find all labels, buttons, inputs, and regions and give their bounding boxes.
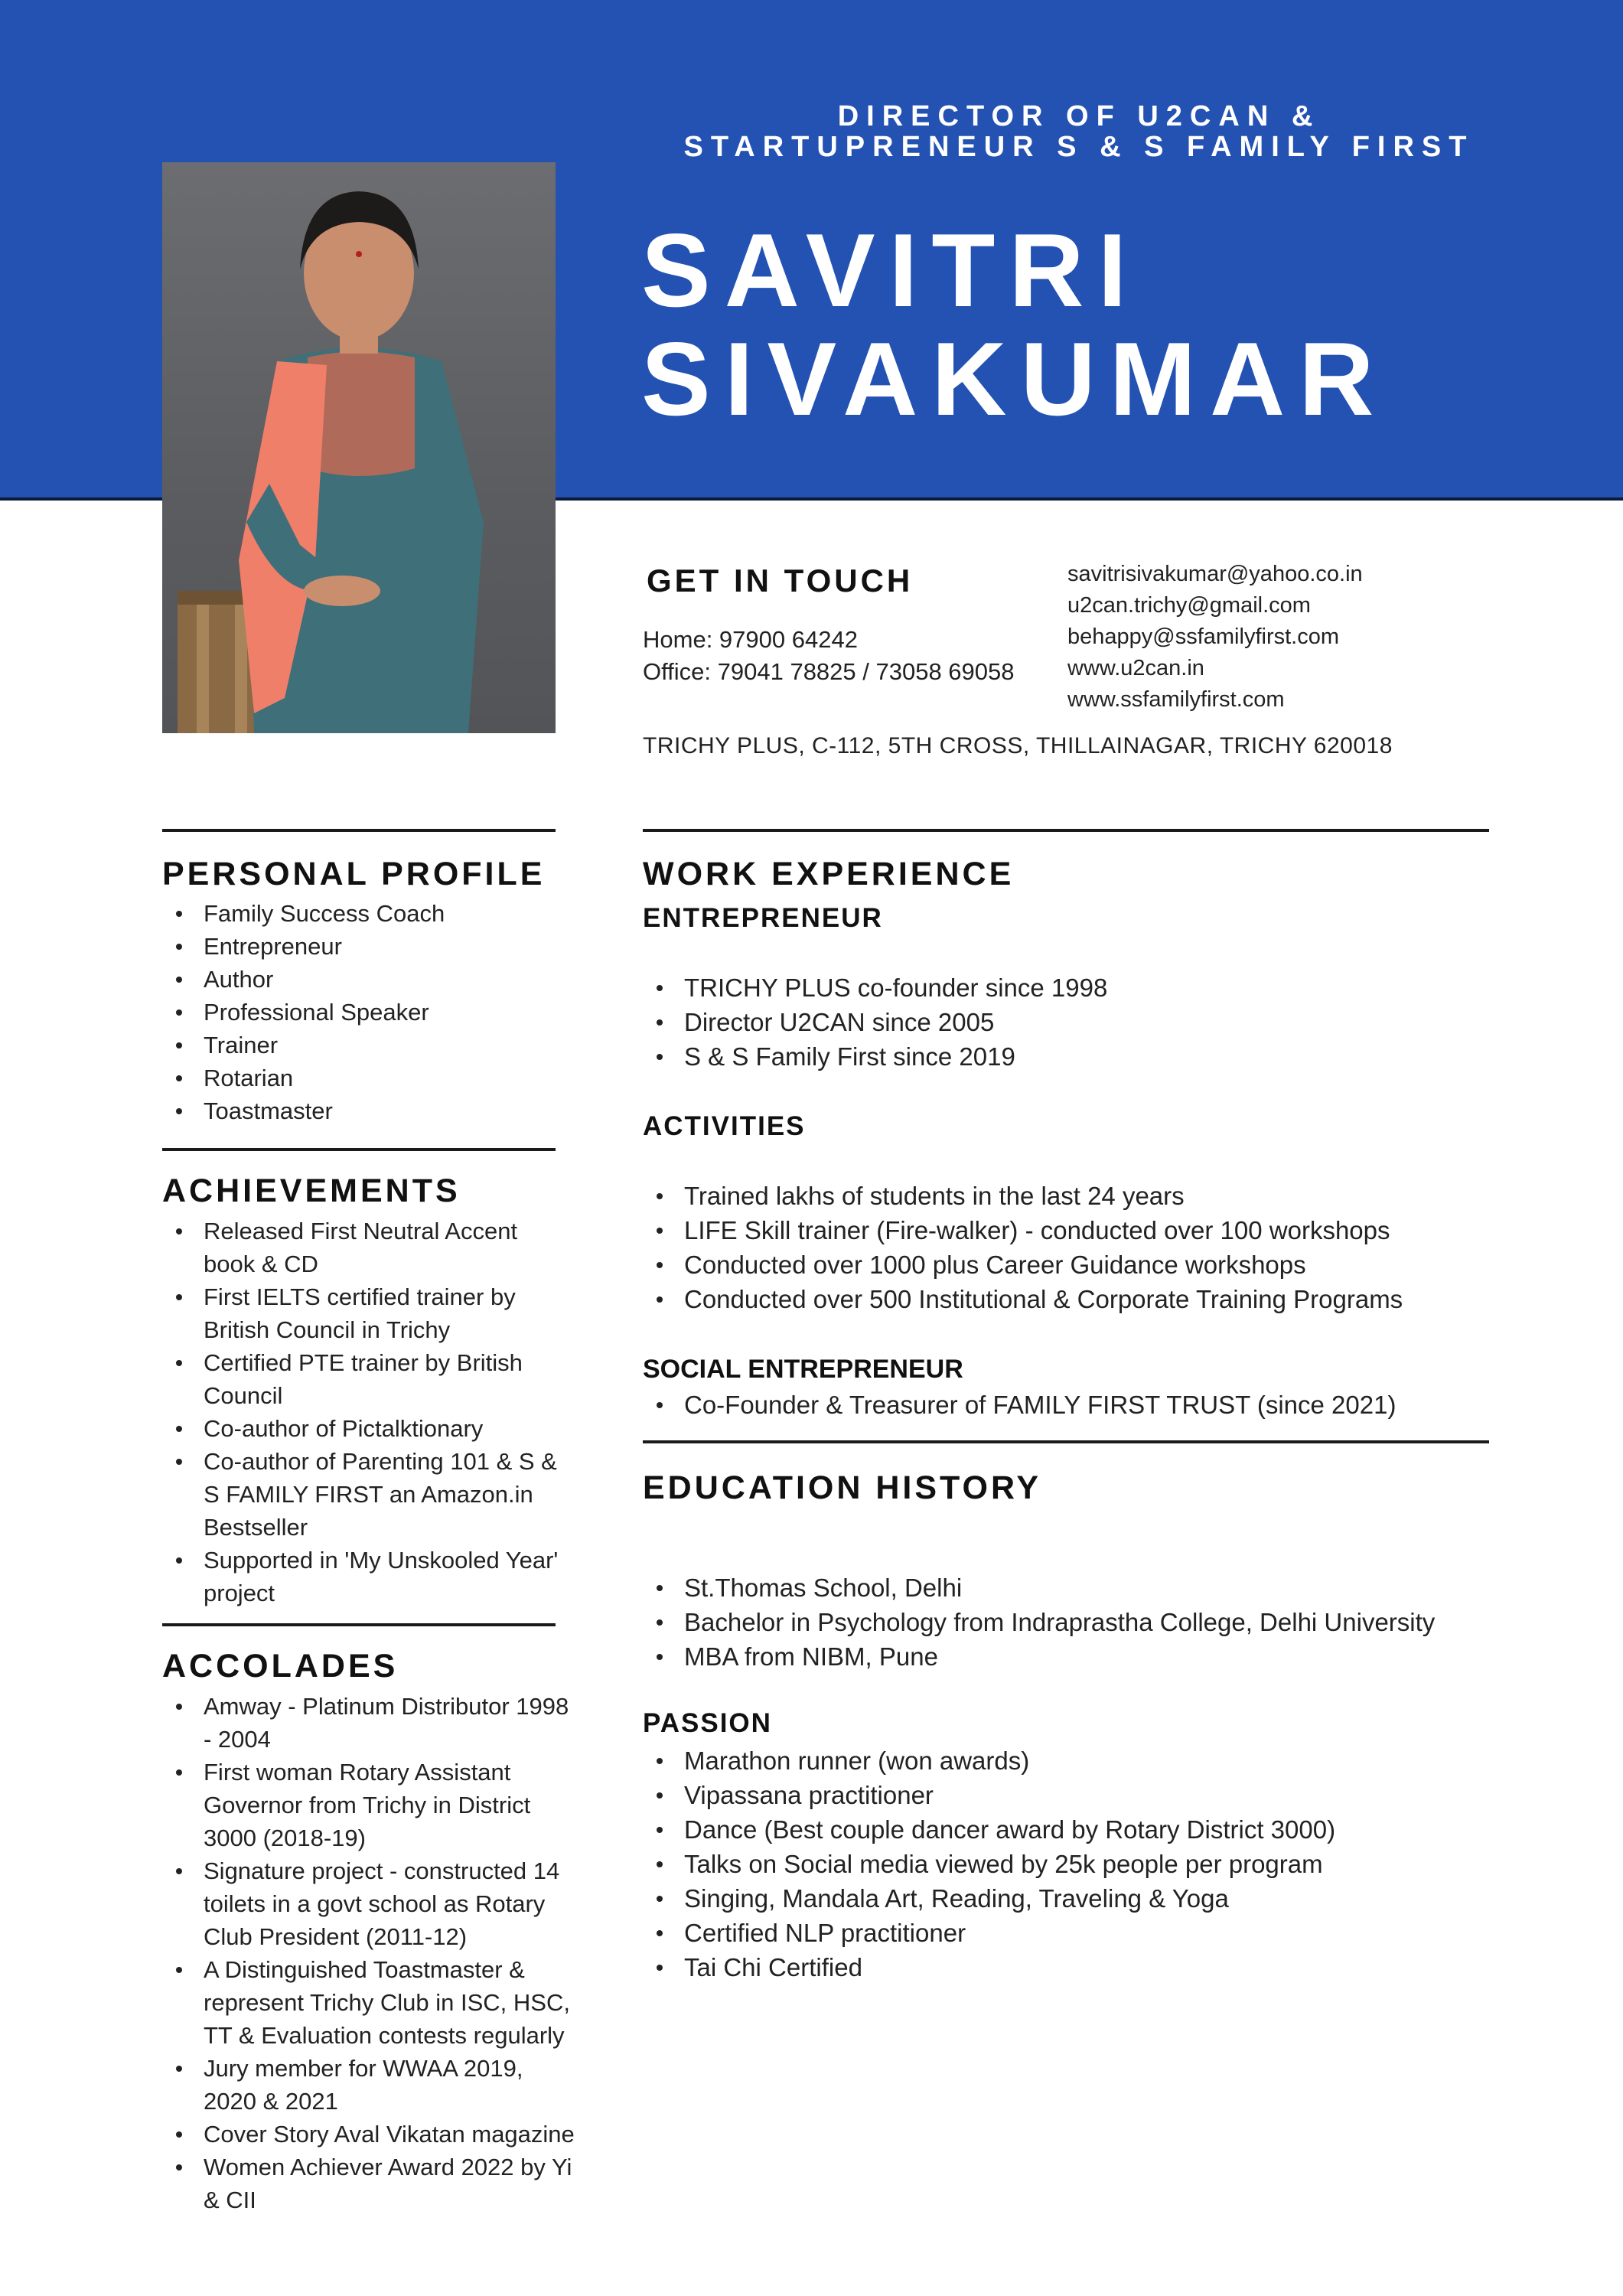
entrepreneur-heading: ENTREPRENEUR — [643, 903, 883, 933]
social-entrepreneur-heading: SOCIAL ENTREPRENEUR — [643, 1355, 963, 1384]
list-item: Cover Story Aval Vikatan magazine — [162, 2118, 575, 2151]
person-name — [641, 212, 1388, 437]
first-name: SAVITRI — [641, 212, 1141, 328]
entrepreneur-list — [643, 970, 1107, 1074]
activities-list — [643, 1179, 1403, 1316]
list-item: MBA from NIBM, Pune — [643, 1639, 1435, 1674]
social-entrepreneur-list — [643, 1388, 1396, 1422]
list-item: Jury member for WWAA 2019, 2020 & 2021 — [162, 2052, 575, 2118]
divider — [643, 829, 1489, 832]
list-item: Co-author of Pictalktionary — [162, 1412, 572, 1445]
phone-list — [643, 624, 1015, 688]
list-item: TRICHY PLUS co-founder since 1998 — [643, 970, 1107, 1005]
list-item: Supported in 'My Unskooled Year' project — [162, 1544, 572, 1609]
email-web-list — [1067, 559, 1363, 716]
list-item: Dance (Best couple dancer award by Rotary District 3000) — [643, 1812, 1335, 1847]
list-item: A Distinguished Toastmaster & represent Trichy Club in ISC, HSC, TT & Evaluation contests regularly — [162, 1953, 575, 2052]
contact-heading: GET IN TOUCH — [647, 563, 914, 598]
email-yahoo: savitrisivakumar@yahoo.co.in — [1067, 562, 1363, 586]
list-item: St.Thomas School, Delhi — [643, 1570, 1435, 1605]
list-item: Women Achiever Award 2022 by Yi & CII — [162, 2151, 575, 2216]
list-item: Entrepreneur — [162, 930, 568, 963]
divider — [162, 829, 556, 832]
list-item: Conducted over 500 Institutional & Corporate Training Programs — [643, 1282, 1403, 1316]
accolades-list — [162, 1690, 575, 2216]
accolades-heading: ACCOLADES — [162, 1648, 399, 1684]
list-item: LIFE Skill trainer (Fire-walker) - conducted over 100 workshops — [643, 1213, 1403, 1247]
passion-heading: PASSION — [643, 1708, 772, 1738]
list-item: Trainer — [162, 1029, 568, 1062]
education-heading: EDUCATION HISTORY — [643, 1469, 1042, 1506]
education-list — [643, 1570, 1435, 1674]
list-item: Vipassana practitioner — [643, 1778, 1335, 1812]
list-item: Signature project - constructed 14 toilets in a govt school as Rotary Club President (2011-12) — [162, 1854, 575, 1953]
list-item: Certified NLP practitioner — [643, 1916, 1335, 1950]
job-subtitle — [658, 101, 1500, 162]
list-item: Co-Founder & Treasurer of FAMILY FIRST TRUST (since 2021) — [643, 1388, 1396, 1422]
list-item: Trained lakhs of students in the last 24 years — [643, 1179, 1403, 1213]
website-u2can: www.u2can.in — [1067, 656, 1204, 680]
achievements-list — [162, 1215, 572, 1609]
list-item: Director U2CAN since 2005 — [643, 1005, 1107, 1039]
list-item: Professional Speaker — [162, 996, 568, 1029]
list-item: Tai Chi Certified — [643, 1950, 1335, 1985]
list-item: S & S Family First since 2019 — [643, 1039, 1107, 1074]
list-item: First woman Rotary Assistant Governor from Trichy in District 3000 (2018-19) — [162, 1756, 575, 1854]
list-item: Singing, Mandala Art, Reading, Traveling & Yoga — [643, 1881, 1335, 1916]
list-item: Talks on Social media viewed by 25k people per program — [643, 1847, 1335, 1881]
email-gmail: u2can.trichy@gmail.com — [1067, 593, 1311, 618]
website-ssfamilyfirst: www.ssfamilyfirst.com — [1067, 687, 1285, 712]
list-item: Family Success Coach — [162, 897, 568, 930]
list-item: Conducted over 1000 plus Career Guidance workshops — [643, 1247, 1403, 1282]
office-phone: Office: 79041 78825 / 73058 69058 — [643, 658, 1015, 685]
list-item: Author — [162, 963, 568, 996]
profile-photo — [162, 162, 556, 733]
list-item: Co-author of Parenting 101 & S & S FAMILY FIRST an Amazon.in Bestseller — [162, 1445, 572, 1544]
list-item: Marathon runner (won awards) — [643, 1743, 1335, 1778]
passion-list — [643, 1743, 1335, 1985]
personal-profile-heading: PERSONAL PROFILE — [162, 856, 546, 892]
list-item: Toastmaster — [162, 1094, 568, 1127]
personal-profile-list — [162, 897, 568, 1127]
divider — [162, 1623, 556, 1626]
list-item: First IELTS certified trainer by British Council in Trichy — [162, 1280, 572, 1346]
achievements-heading: ACHIEVEMENTS — [162, 1172, 461, 1209]
work-experience-heading: WORK EXPERIENCE — [643, 856, 1015, 892]
list-item: Amway - Platinum Distributor 1998 - 2004 — [162, 1690, 575, 1756]
home-phone: Home: 97900 64242 — [643, 626, 858, 653]
divider — [162, 1148, 556, 1151]
list-item: Bachelor in Psychology from Indraprastha College, Delhi University — [643, 1605, 1435, 1639]
subtitle-line-1: DIRECTOR OF U2CAN & — [837, 100, 1321, 132]
activities-heading: ACTIVITIES — [643, 1111, 806, 1141]
address: TRICHY PLUS, C-112, 5TH CROSS, THILLAINAGAR, TRICHY 620018 — [643, 733, 1393, 758]
list-item: Rotarian — [162, 1062, 568, 1094]
email-ssfamily: behappy@ssfamilyfirst.com — [1067, 625, 1339, 649]
divider — [643, 1440, 1489, 1443]
list-item: Certified PTE trainer by British Council — [162, 1346, 572, 1412]
last-name: SIVAKUMAR — [641, 321, 1388, 437]
list-item: Released First Neutral Accent book & CD — [162, 1215, 572, 1280]
subtitle-line-2: STARTUPRENEUR S & S FAMILY FIRST — [683, 131, 1475, 163]
